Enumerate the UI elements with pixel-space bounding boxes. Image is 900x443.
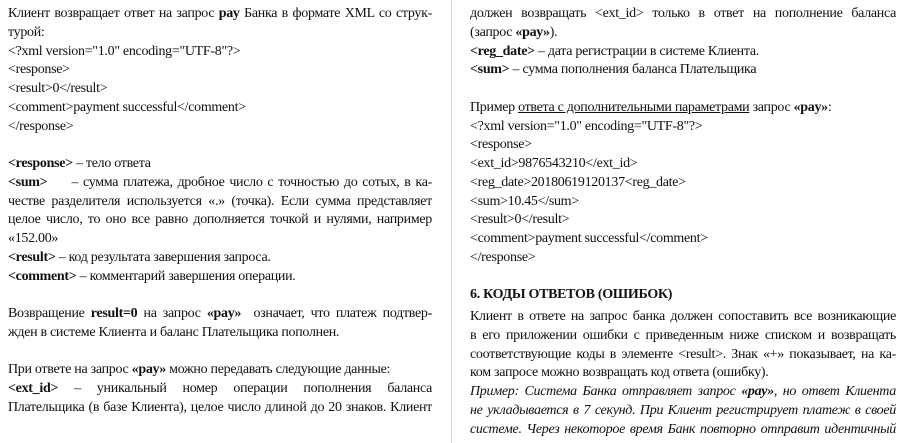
- text-line: [470, 99, 896, 118]
- paragraph-spacer: [470, 268, 896, 287]
- column-right: [470, 5, 896, 439]
- text-line: [470, 118, 896, 137]
- text-line: [8, 249, 432, 268]
- text-segment: <comment>: [8, 268, 77, 284]
- text-line: [8, 193, 432, 212]
- section-heading: [470, 286, 896, 305]
- text-segment: – тело ответа: [72, 156, 151, 171]
- text-line: [470, 5, 896, 24]
- text-line: [8, 24, 432, 43]
- text-line: [8, 43, 432, 62]
- paragraph-spacer: [8, 136, 432, 155]
- text-segment: запрос: [749, 99, 794, 115]
- text-segment: <sum>10.45</sum>: [470, 193, 579, 209]
- text-line: [470, 364, 896, 383]
- text-line: [470, 402, 896, 421]
- text-segment: </response>: [470, 249, 536, 265]
- column-divider: [451, 0, 452, 443]
- text-segment: – сумма пополнения баланса Плательщика: [509, 62, 757, 78]
- text-line: [8, 268, 432, 287]
- text-segment: pay: [218, 6, 240, 21]
- text-segment: Банка в формате XML со струк-: [239, 6, 432, 21]
- text-segment: целое число, то оно все равно дополняется точкой и нулями, например: [8, 212, 432, 228]
- text-line: [470, 230, 896, 249]
- text-line: [8, 380, 432, 399]
- text-segment: Пример: [470, 99, 519, 115]
- text-segment: на запрос: [137, 306, 207, 321]
- text-line: [470, 174, 896, 193]
- paragraph-spacer: [8, 343, 432, 362]
- text-line: [470, 383, 896, 402]
- column-left: [8, 5, 432, 418]
- text-line: [470, 24, 896, 43]
- text-segment: «pay»: [515, 24, 550, 40]
- text-segment: жден в системе Клиента и баланс Плательщика пополнен.: [8, 324, 340, 340]
- text-line: [470, 61, 896, 80]
- text-segment: должен возвращать <ext_id> только в ответ на пополнение баланса: [470, 6, 896, 21]
- text-segment: «pay»: [793, 99, 828, 115]
- text-line: [8, 99, 432, 118]
- text-segment: Пример: Система Банка отправляет запрос: [470, 384, 742, 399]
- text-segment: Возвращение: [8, 306, 91, 321]
- text-segment: ).: [549, 24, 558, 40]
- text-segment: </response>: [8, 118, 74, 134]
- text-segment: <result>0</result>: [8, 81, 108, 96]
- text-segment: <?xml version="1.0" encoding="UTF-8"?>: [470, 118, 703, 134]
- text-line: [470, 43, 896, 62]
- text-segment: <sum>: [8, 174, 48, 190]
- text-line: [8, 305, 432, 324]
- text-segment: <reg_date>: [470, 43, 535, 59]
- text-segment: <reg_date>20180619120137<reg_date>: [470, 174, 686, 190]
- text-segment: – дата регистрации в системе Клиента.: [534, 43, 759, 59]
- text-segment: – уникальный номер операции пополнения баланса: [58, 381, 432, 396]
- text-segment: означает, что платеж подтвер-: [241, 306, 432, 321]
- text-segment: ответа с дополнительными параметрами: [518, 99, 750, 115]
- text-segment: можно передавать следующие данные:: [165, 362, 391, 378]
- text-line: [8, 399, 432, 418]
- text-segment: «pay»: [741, 384, 774, 399]
- text-segment: <sum>: [470, 62, 510, 78]
- text-segment: <result>0</result>: [470, 212, 570, 228]
- text-line: [8, 80, 432, 99]
- text-segment: ком запросе можно возвращать код ответа (ошибку).: [470, 365, 769, 381]
- text-segment: Клиент возвращает ответ на запрос: [8, 6, 219, 21]
- text-line: [470, 421, 896, 440]
- text-segment: не укладывается в 7 секунд. При Клиент регистрирует платеж в своей: [470, 402, 896, 418]
- text-line: [8, 174, 432, 193]
- text-segment: турой:: [8, 24, 45, 40]
- text-segment: Клиент в ответе на запрос банка должен сопоставить все возникающие: [470, 309, 896, 324]
- text-segment: <ext_id>: [8, 381, 59, 396]
- text-segment: в его приложении ошибки с приведенным ниже списком и возвращать: [470, 327, 896, 343]
- text-segment: Плательщика (в базе Клиента), целое число длиной до 20 знаков. Клиент: [8, 399, 432, 415]
- text-line: [8, 61, 432, 80]
- text-segment: <comment>payment successful</comment>: [470, 231, 708, 246]
- text-line: [8, 361, 432, 380]
- text-segment: (запрос: [470, 24, 516, 40]
- text-segment: result=0: [90, 306, 138, 321]
- text-segment: честве разделителя используется «.» (точка). Если сумма представляет: [8, 193, 432, 209]
- paragraph-spacer: [470, 80, 896, 99]
- text-line: [8, 230, 432, 249]
- text-line: [8, 118, 432, 137]
- text-segment: <?xml version="1.0" encoding="UTF-8"?>: [8, 43, 241, 59]
- text-line: [8, 155, 432, 174]
- text-line: [470, 308, 896, 327]
- text-segment: <response>: [470, 137, 532, 153]
- text-segment: <ext_id>9876543210</ext_id>: [470, 156, 638, 171]
- paragraph-spacer: [8, 286, 432, 305]
- text-segment: «152.00»: [8, 231, 59, 246]
- text-segment: <comment>payment successful</comment>: [8, 99, 246, 115]
- text-segment: , но ответ Клиента: [773, 384, 896, 399]
- text-segment: – код результата завершения запроса.: [55, 249, 271, 265]
- text-segment: <response>: [8, 62, 70, 78]
- text-line: [8, 324, 432, 343]
- text-line: [470, 155, 896, 174]
- text-segment: – комментарий завершения операции.: [76, 268, 296, 284]
- text-segment: :: [827, 99, 832, 115]
- text-segment: соответствующие коды в элементе <result>. Знак «+» показывает, на ка-: [470, 346, 896, 362]
- text-segment: 6. КОДЫ ОТВЕТОВ (ОШИБОК): [470, 287, 673, 303]
- text-segment: «pay»: [131, 362, 166, 378]
- text-segment: системе. Через некоторое время Банк повторно отправит идентичный: [470, 421, 896, 437]
- text-line: [470, 211, 896, 230]
- text-line: [8, 5, 432, 24]
- text-line: [470, 136, 896, 155]
- text-line: [470, 193, 896, 212]
- text-line: [470, 327, 896, 346]
- text-segment: <result>: [8, 249, 56, 265]
- text-line: [470, 346, 896, 365]
- text-line: [470, 249, 896, 268]
- text-segment: При ответе на запрос: [8, 362, 132, 378]
- text-segment: – сумма платежа, дробное число с точностью до сотых, в ка-: [47, 174, 432, 190]
- text-segment: <response>: [8, 156, 73, 171]
- text-line: [8, 211, 432, 230]
- text-segment: «pay»: [206, 306, 242, 321]
